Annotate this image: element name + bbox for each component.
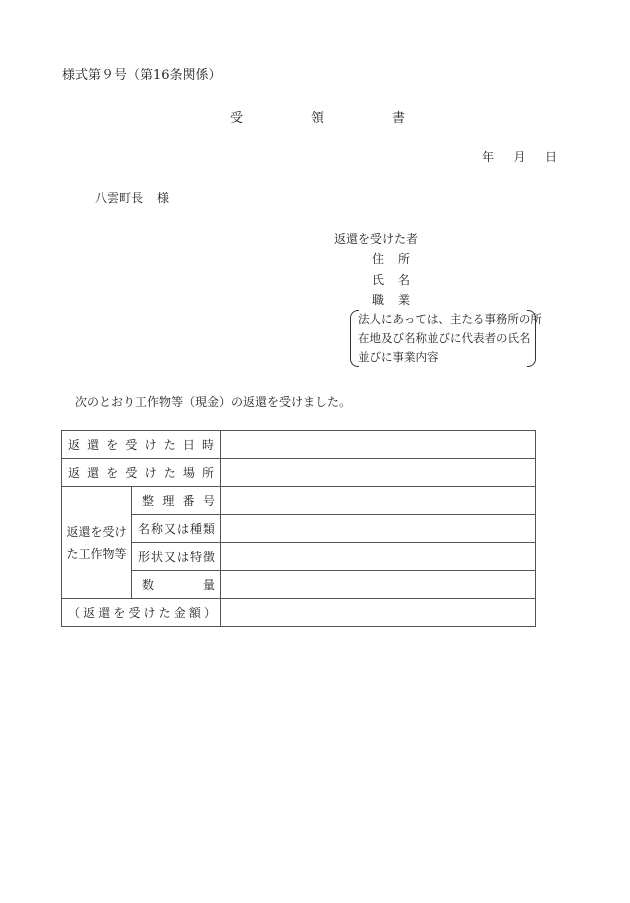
form-number: 様式第９号（第16条関係） xyxy=(62,68,222,83)
group-label-line: 返還を受け xyxy=(66,524,127,539)
label-char: を xyxy=(106,466,119,480)
label-char: 整 xyxy=(142,494,155,508)
receipt-table xyxy=(61,430,536,627)
label-char: 返 xyxy=(68,438,81,452)
label-char: け xyxy=(143,606,156,620)
label-char: 種 xyxy=(189,522,202,536)
label-char: 業 xyxy=(397,293,410,307)
occupation-label xyxy=(372,291,410,308)
statement: 次のとおり工作物等（現金）の返還を受けました。 xyxy=(75,395,352,409)
label-char: は xyxy=(176,550,189,564)
label-char: 特 xyxy=(189,550,202,564)
return-datetime-label xyxy=(62,431,221,459)
label-char: 形 xyxy=(138,550,151,564)
label-char: を xyxy=(106,438,119,452)
title-char: 領 xyxy=(310,111,324,126)
returned-amount-label xyxy=(62,599,221,627)
label-char: 職 xyxy=(372,293,385,307)
addressee xyxy=(95,189,169,206)
label-char: 名 xyxy=(397,273,410,287)
right-bracket xyxy=(527,310,536,367)
label-char: 場 xyxy=(182,466,195,480)
left-bracket xyxy=(350,310,359,367)
label-char: 返 xyxy=(83,606,96,620)
label-char: 額 xyxy=(188,606,201,620)
name-or-type-value[interactable] xyxy=(221,515,536,543)
label-char: け xyxy=(144,438,157,452)
corporate-note-line: 在地及び名称並びに代表者の氏名 xyxy=(358,331,531,345)
label-char: た xyxy=(163,466,176,480)
label-char: け xyxy=(144,466,157,480)
label-char: （ xyxy=(68,606,81,620)
reference-number-label xyxy=(132,487,221,515)
label-char: 所 xyxy=(397,252,410,266)
table-row xyxy=(62,515,536,543)
label-char: 名 xyxy=(138,522,151,536)
name-or-type-label xyxy=(132,515,221,543)
table-row xyxy=(62,571,536,599)
label-char: 還 xyxy=(87,466,100,480)
label-char: 理 xyxy=(162,494,175,508)
label-char: は xyxy=(176,522,189,536)
label-char: 量 xyxy=(202,578,215,592)
label-char: 類 xyxy=(202,522,215,536)
label-char: 徴 xyxy=(202,550,215,564)
document-title xyxy=(230,107,405,126)
label-char: 還 xyxy=(98,606,111,620)
date-line xyxy=(482,148,557,165)
label-char: 又 xyxy=(163,522,176,536)
corporate-note-line: 法人にあっては、主たる事務所の所 xyxy=(358,312,542,326)
label-char: 番 xyxy=(182,494,195,508)
date-year: 年 xyxy=(482,150,495,164)
returned-amount-value[interactable] xyxy=(221,599,536,627)
corporate-note-line: 並びに事業内容 xyxy=(358,350,439,364)
label-char: 受 xyxy=(128,606,141,620)
label-char: 還 xyxy=(87,438,100,452)
table-row xyxy=(62,487,536,515)
name-label xyxy=(372,271,410,288)
addressee-name: 八雲町長 xyxy=(95,191,144,205)
date-month: 月 xyxy=(513,150,526,164)
label-char: 数 xyxy=(142,578,155,592)
label-char: 号 xyxy=(202,494,215,508)
title-char: 書 xyxy=(391,111,405,126)
return-place-label xyxy=(62,459,221,487)
table-row xyxy=(62,599,536,627)
label-char: 氏 xyxy=(372,273,385,287)
title-char: 受 xyxy=(230,111,244,126)
label-char: 受 xyxy=(125,466,138,480)
label-char: 住 xyxy=(372,252,385,266)
label-char: 日 xyxy=(182,438,195,452)
label-char: 時 xyxy=(201,438,214,452)
returned-items-group-label xyxy=(62,487,132,599)
shape-or-feature-value[interactable] xyxy=(221,543,536,571)
label-char: た xyxy=(158,606,171,620)
address-label xyxy=(372,250,410,267)
date-day: 日 xyxy=(544,150,557,164)
label-char: を xyxy=(113,606,126,620)
group-label-line: た工作物等 xyxy=(66,546,127,561)
recipient-heading: 返還を受けた者 xyxy=(334,232,419,246)
label-char: ） xyxy=(203,606,216,620)
addressee-honorific: 様 xyxy=(157,191,170,205)
label-char: 又 xyxy=(163,550,176,564)
label-char: 受 xyxy=(125,438,138,452)
corporate-note xyxy=(350,310,542,367)
label-char: 称 xyxy=(150,522,163,536)
label-char: 所 xyxy=(201,466,214,480)
reference-number-value[interactable] xyxy=(221,487,536,515)
quantity-label xyxy=(132,571,221,599)
label-char: 返 xyxy=(68,466,81,480)
label-char: た xyxy=(163,438,176,452)
table-row xyxy=(62,543,536,571)
label-char: 状 xyxy=(150,550,163,564)
return-datetime-value[interactable] xyxy=(221,431,536,459)
label-char: 金 xyxy=(173,606,186,620)
shape-or-feature-label xyxy=(132,543,221,571)
return-place-value[interactable] xyxy=(221,459,536,487)
table-row xyxy=(62,431,536,459)
table-row xyxy=(62,459,536,487)
quantity-value[interactable] xyxy=(221,571,536,599)
